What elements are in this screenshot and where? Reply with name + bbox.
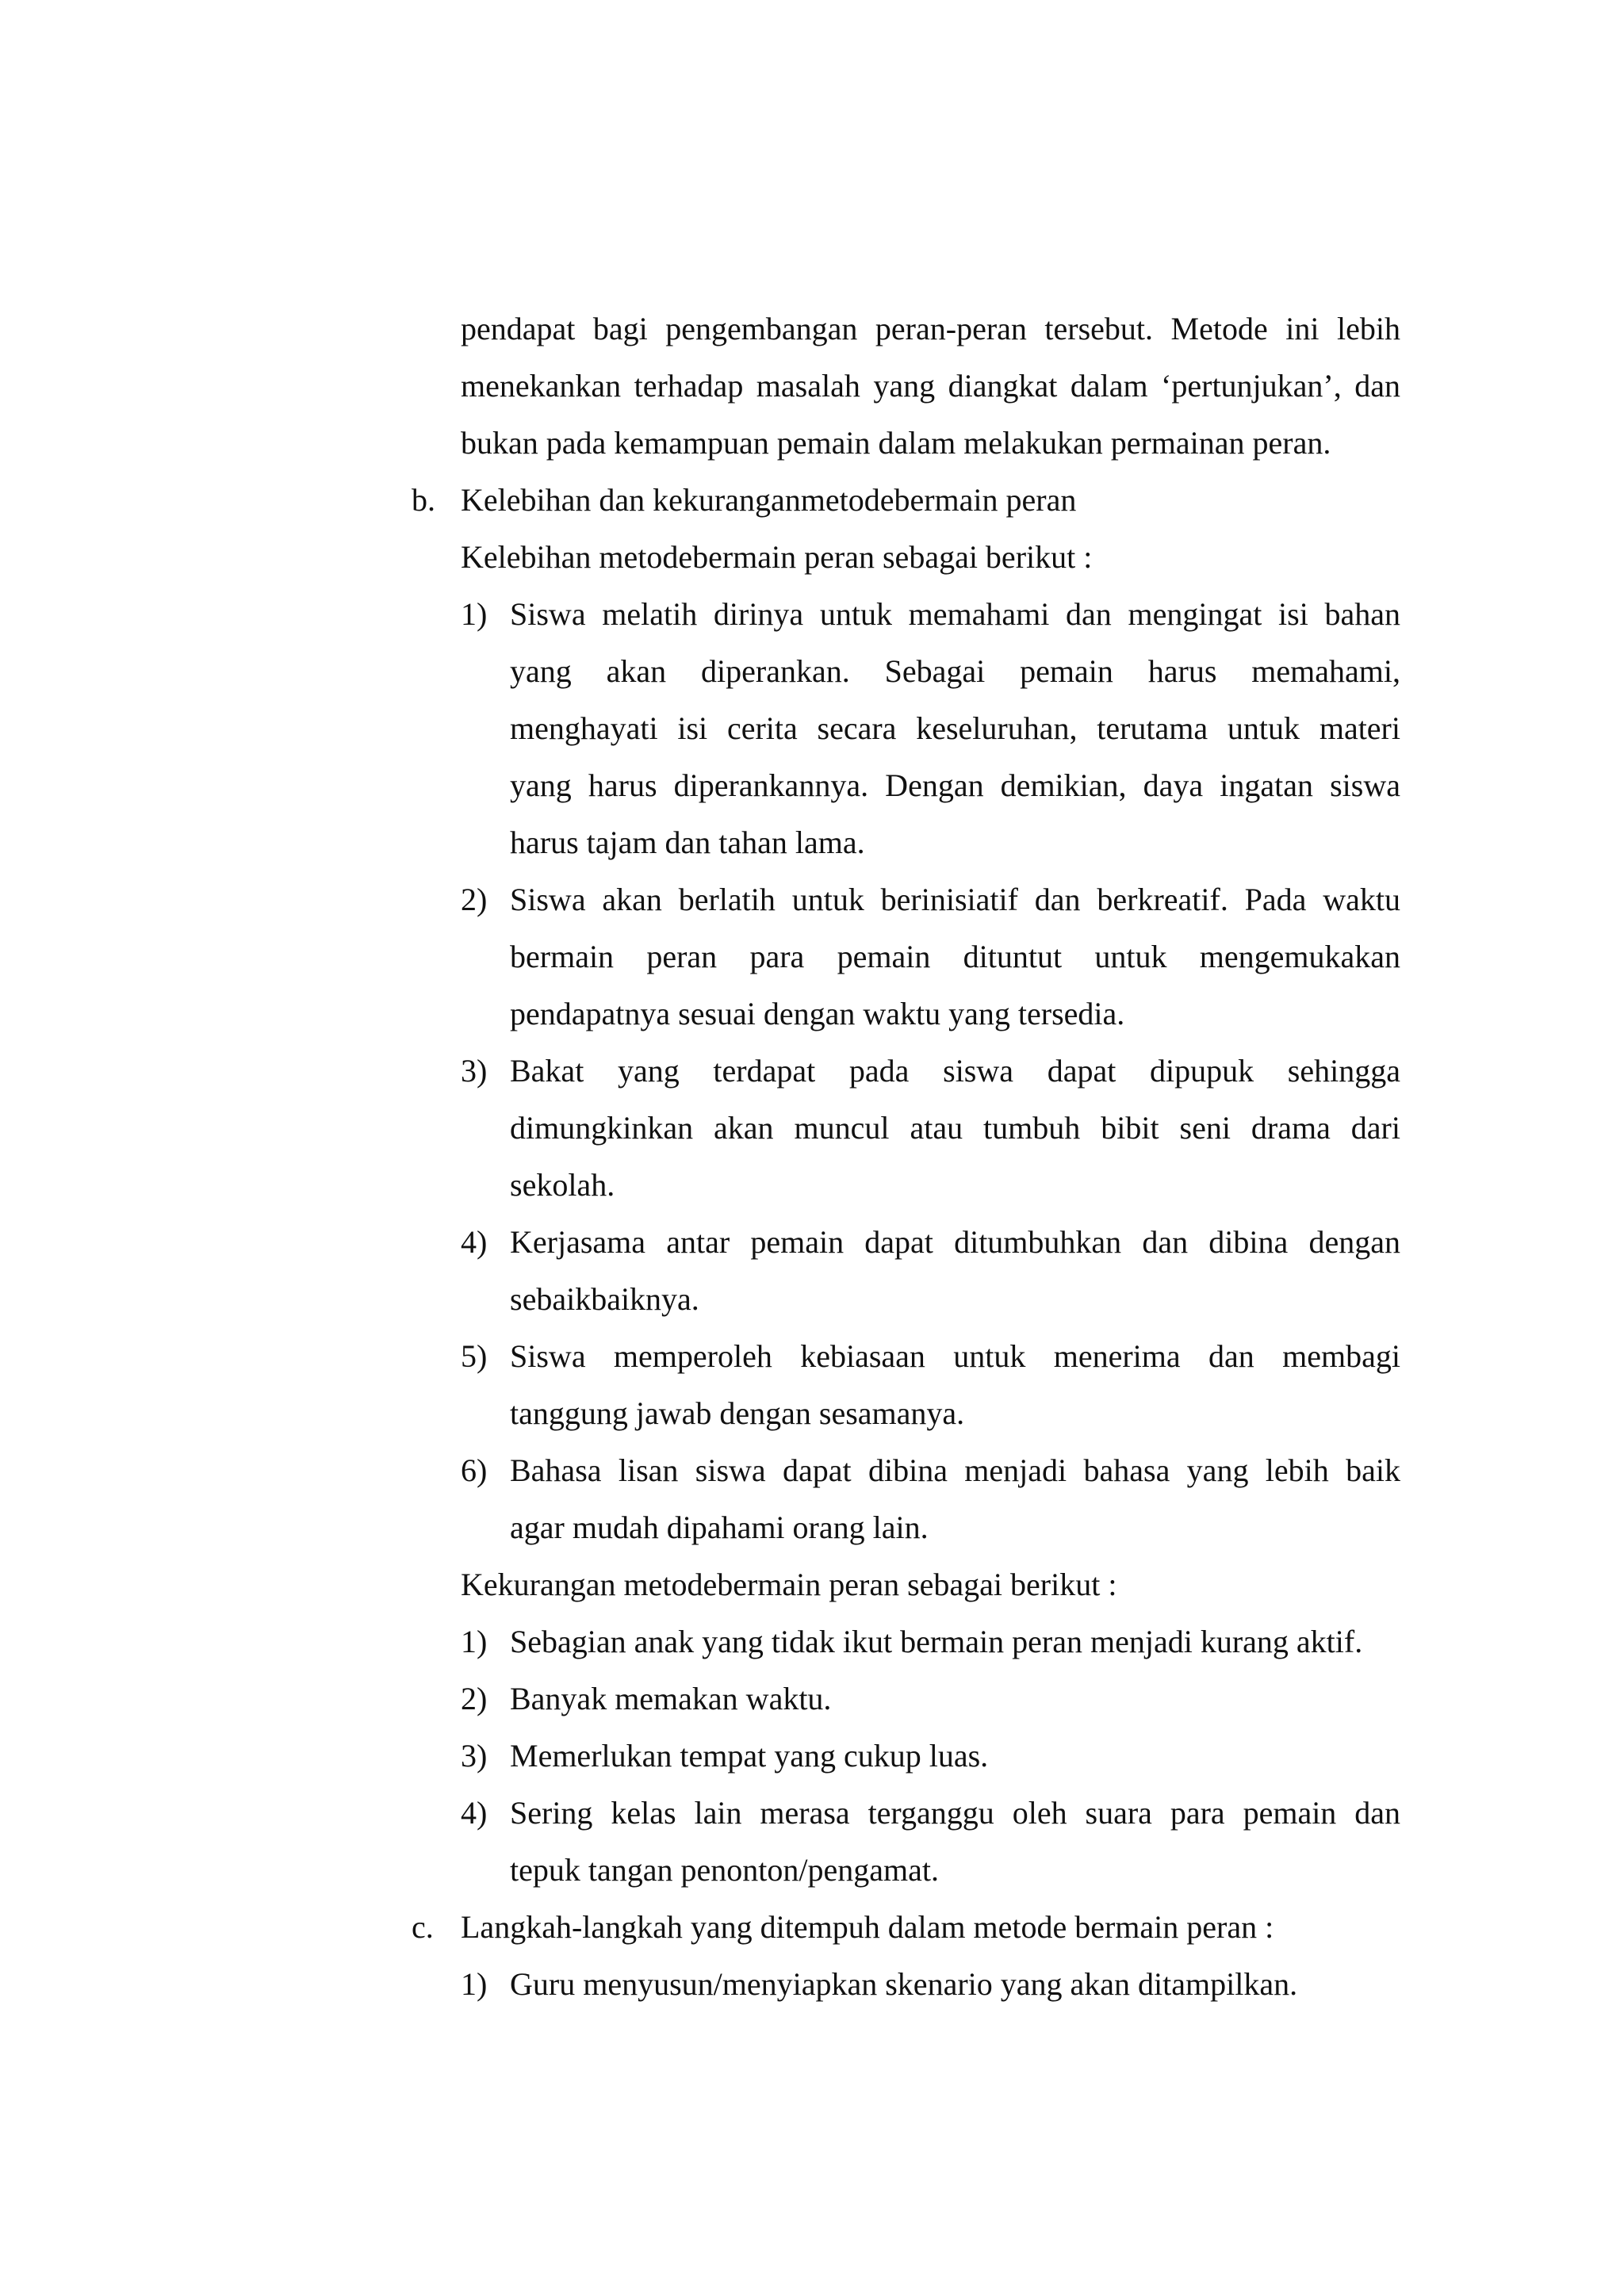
list-item-line: Banyak memakan waktu. bbox=[510, 1681, 832, 1716]
disadvantages-intro: Kekurangan metodebermain peran sebagai berikut : bbox=[461, 1567, 1117, 1602]
list-number: 4) bbox=[461, 1224, 488, 1260]
list-item-line: harus tajam dan tahan lama. bbox=[510, 825, 865, 860]
list-number: 6) bbox=[461, 1452, 488, 1488]
intro-line: bukan pada kemampuan pemain dalam melakukan permainan peran. bbox=[461, 425, 1331, 461]
list-number: 2) bbox=[461, 882, 488, 917]
list-item-line: tepuk tangan penonton/pengamat. bbox=[510, 1852, 939, 1888]
list-number: 1) bbox=[461, 596, 488, 632]
intro-line: pendapat bagi pengembangan peran-peran tersebut. Metode ini lebih bbox=[461, 311, 1400, 346]
list-item-line: bermain peran para pemain dituntut untuk mengemukakan bbox=[510, 939, 1400, 974]
section-b-heading: Kelebihan dan kekuranganmetodebermain peran bbox=[461, 482, 1077, 518]
list-number: 5) bbox=[461, 1338, 488, 1374]
list-item-line: Guru menyusun/menyiapkan skenario yang akan ditampilkan. bbox=[510, 1966, 1298, 2002]
list-item-line: yang akan diperankan. Sebagai pemain harus memahami, bbox=[510, 653, 1400, 689]
list-item-line: Bakat yang terdapat pada siswa dapat dipupuk sehingga bbox=[510, 1053, 1400, 1089]
list-number: 1) bbox=[461, 1624, 488, 1659]
list-item-line: pendapatnya sesuai dengan waktu yang tersedia. bbox=[510, 996, 1125, 1031]
list-number: 4) bbox=[461, 1795, 488, 1831]
list-item-line: sebaikbaiknya. bbox=[510, 1281, 699, 1317]
list-number: 3) bbox=[461, 1738, 488, 1774]
list-item-line: agar mudah dipahami orang lain. bbox=[510, 1510, 929, 1545]
list-item-line: Sebagian anak yang tidak ikut bermain peran menjadi kurang aktif. bbox=[510, 1624, 1363, 1659]
section-c-heading: Langkah-langkah yang ditempuh dalam metode bermain peran : bbox=[461, 1909, 1274, 1945]
list-item-line: Sering kelas lain merasa terganggu oleh suara para pemain dan bbox=[510, 1795, 1400, 1831]
section-b-marker: b. bbox=[412, 482, 435, 518]
list-number: 1) bbox=[461, 1966, 488, 2002]
list-item-line: tanggung jawab dengan sesamanya. bbox=[510, 1395, 965, 1431]
advantages-intro: Kelebihan metodebermain peran sebagai berikut : bbox=[461, 539, 1093, 575]
list-item-line: Siswa akan berlatih untuk berinisiatif dan berkreatif. Pada waktu bbox=[510, 882, 1400, 917]
list-item-line: menghayati isi cerita secara keseluruhan, terutama untuk materi bbox=[510, 710, 1400, 746]
list-number: 3) bbox=[461, 1053, 488, 1089]
list-item-line: Siswa melatih dirinya untuk memahami dan mengingat isi bahan bbox=[510, 596, 1400, 632]
list-item-line: Kerjasama antar pemain dapat ditumbuhkan dan dibina dengan bbox=[510, 1224, 1400, 1260]
list-item-line: dimungkinkan akan muncul atau tumbuh bibit seni drama dari bbox=[510, 1110, 1400, 1146]
section-c-marker: c. bbox=[412, 1909, 434, 1945]
list-item-line: Bahasa lisan siswa dapat dibina menjadi bahasa yang lebih baik bbox=[510, 1452, 1400, 1488]
list-item-line: Memerlukan tempat yang cukup luas. bbox=[510, 1738, 989, 1774]
list-item-line: yang harus diperankannya. Dengan demikian, daya ingatan siswa bbox=[510, 767, 1400, 803]
intro-line: menekankan terhadap masalah yang diangkat dalam ‘pertunjukan’, dan bbox=[461, 368, 1400, 404]
list-item-line: Siswa memperoleh kebiasaan untuk menerima dan membagi bbox=[510, 1338, 1400, 1374]
list-item-line: sekolah. bbox=[510, 1167, 615, 1203]
list-number: 2) bbox=[461, 1681, 488, 1716]
